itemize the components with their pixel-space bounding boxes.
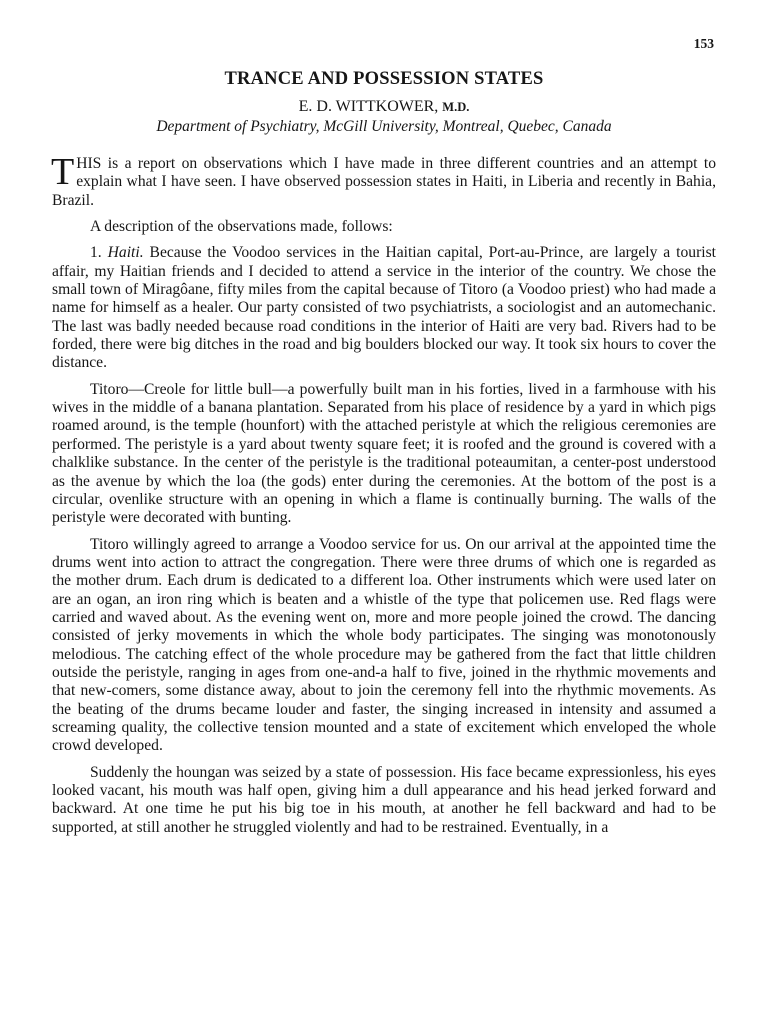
section-number: 1. — [90, 244, 102, 262]
article-body — [51, 151, 717, 837]
paragraph-possession: Suddenly the houngan was seized by a state of possession. His face became expressionless, his eyes looked vacant, his mouth was half open, giving him a dull appearance and his head jerked forward and backward. At one time he put his big toe in his mouth, at another he fell backward and had to be supported, at still another he struggled violently and had to be restrained. Eventually, in a — [52, 763, 716, 836]
article-title: TRANCE AND POSSESSION STATES — [224, 69, 544, 89]
page-number: 153 — [693, 36, 714, 51]
author-name: E. D. WITTKOWER, — [298, 98, 439, 115]
paragraph-description: A description of the observations made, follows: — [90, 218, 393, 236]
paragraph-service: Titoro willingly agreed to arrange a Voodoo service for us. On our arrival at the appointed time the drums went into action to attract the congregation. There were three drums of which one is regarded as the mother drum. Each drum is dedicated to a different loa. Other instruments which were used later on are an ogan, an iron ring which is beaten and a whistle of the type that policemen use. Red flags were carried and waved about. As the evening went on, more and more people joined the crowd. The dancing consisted of jerky movements in which the whole body participates. The singing was monotonously melodious. The catching effect of the whole procedure may be gathered from the fact that little children outside the peristyle, ranging in ages from one-and-a half to five, joined in the rhythmic movements and that new-comers, some distance away, about to join the ceremony fell into the rhythmic movements. As the beating of the drums became louder and faster, the singing increased in intensity and assumed a screaming quality, the collective tension mounted and a state of excitement which enveloped the whole crowd developed. — [52, 535, 716, 755]
paragraph-intro-text: HIS is a report on observations which I have made in three different countries and an attempt to explain what I have seen. I have observed possession states in Haiti, in Liberia and recently in Bahia, Brazil. — [52, 155, 716, 209]
paragraph-intro — [51, 151, 716, 210]
drop-cap: T — [51, 151, 75, 193]
author-degree: M.D. — [442, 100, 470, 114]
paragraph-haiti-text: Because the Voodoo services in the Haitian capital, Port-au-Prince, are largely a tourist affair, my Haitian friends and I decided to attend a service in the interior of the country. We chose the small town of Miragôane, fifty miles from the capital because of Titoro (a Voodoo priest) who had made a name for himself as a healer. Our party consisted of two psychiatrists, a sociologist and an automechanic. The last was badly needed because road conditions in the interior of Haiti are very bad. Rivers had to be forded, there were big ditches in the road and big boulders blocked our way. It took six hours to cover the distance. — [52, 244, 717, 372]
author-affiliation: Department of Psychiatry, McGill University, Montreal, Quebec, Canada — [156, 118, 612, 135]
section-lead: Haiti. — [107, 244, 144, 262]
paragraph-titoro: Titoro—Creole for little bull—a powerfully built man in his forties, lived in a farmhouse with his wives in the middle of a banana plantation. Separated from his place of residence by a yard in which pigs roamed around, is the temple (hounfort) with the attached peristyle at which the religious ceremonies are performed. The peristyle is a yard about twenty square feet; it is roofed and the ground is covered with a chalklike substance. In the center of the peristyle is the traditional poteaumitan, a center-post understood as the avenue by which the loa (the gods) enter during the ceremonies. At the bottom of the post is a circular, ovenlike structure with an opening in which a flame is continually burning. The walls of the peristyle were decorated with bunting. — [52, 380, 716, 527]
author-line — [52, 97, 716, 117]
paragraph-haiti — [52, 244, 716, 372]
